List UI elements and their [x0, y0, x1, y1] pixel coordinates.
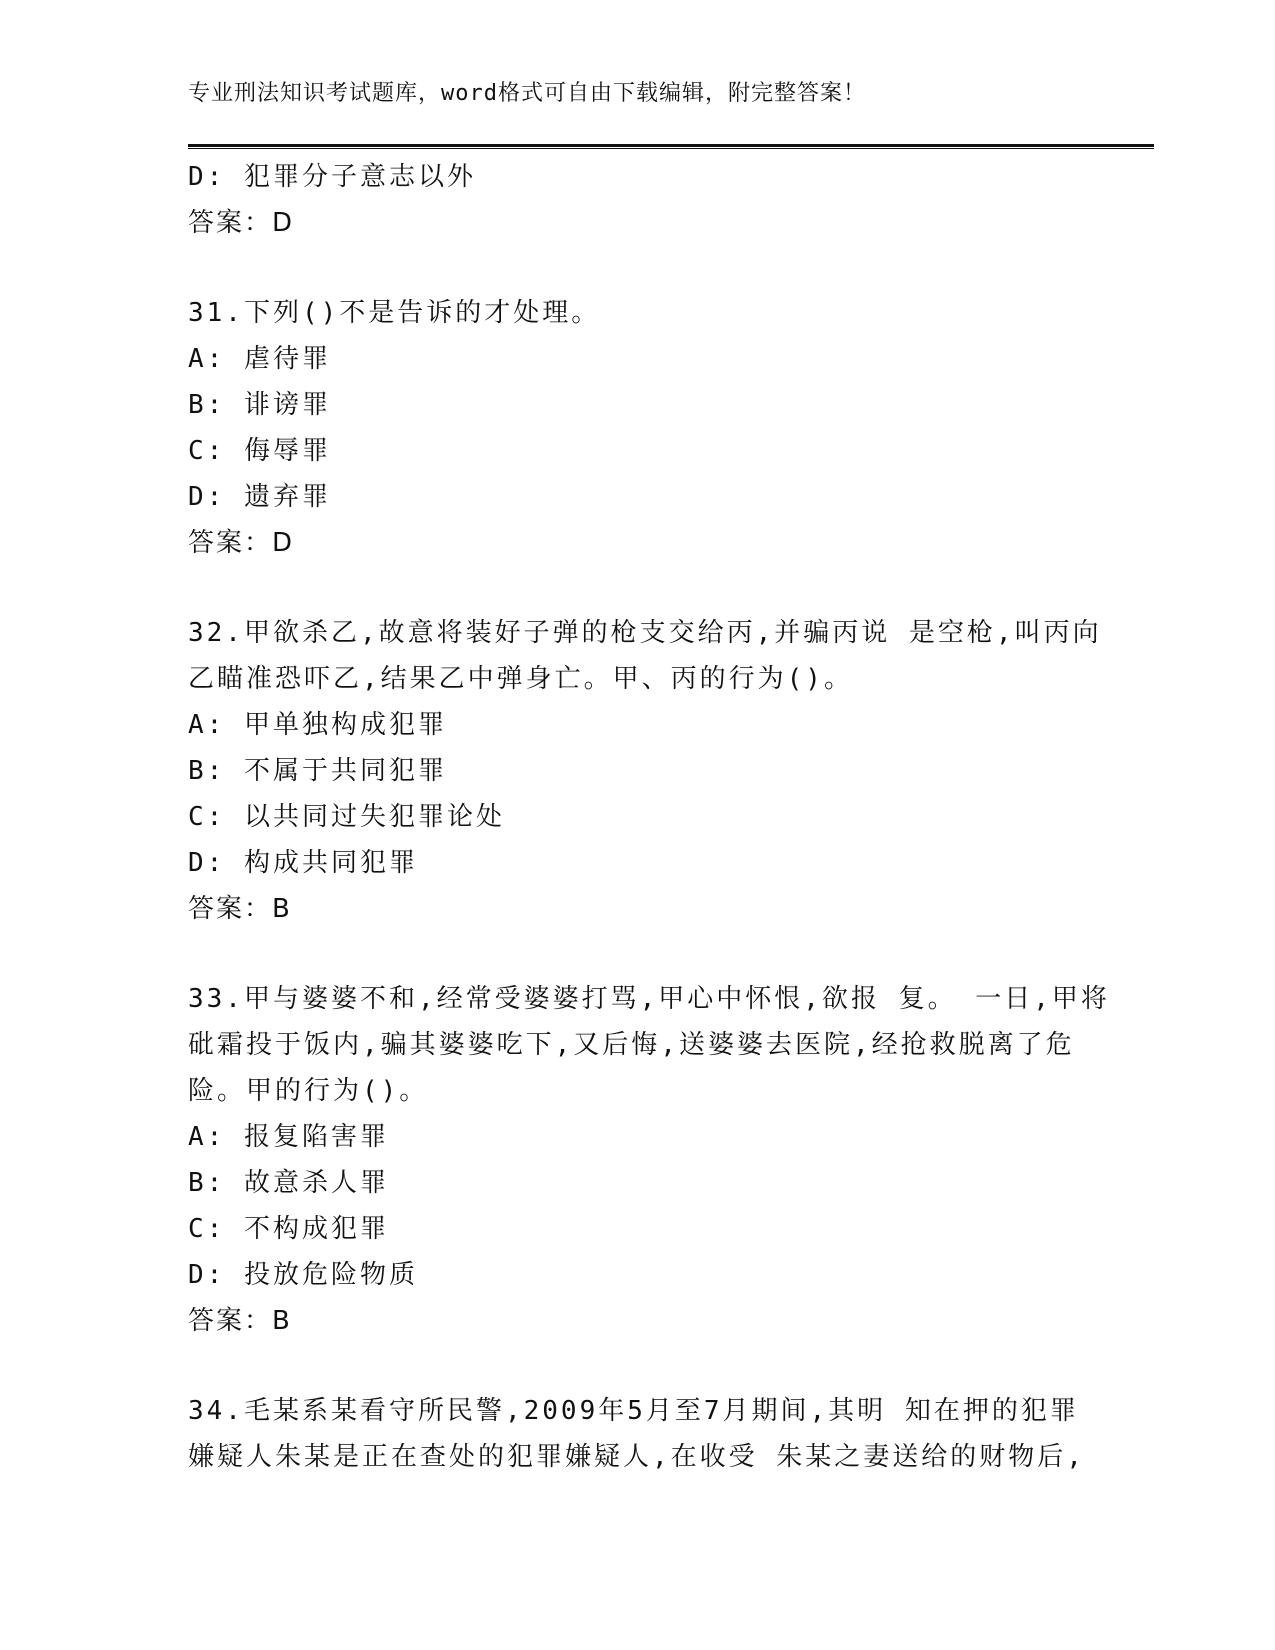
header-divider-thin [188, 148, 1154, 149]
answer-line: 答案：B [188, 1306, 292, 1336]
header-divider-thick [188, 144, 1154, 147]
option-c: C: 侮辱罪 [188, 436, 331, 466]
option-d: D: 犯罪分子意志以外 [188, 162, 476, 192]
question-31 [188, 290, 1088, 566]
answer-line: 答案：D [188, 208, 295, 238]
question-gap [188, 566, 1088, 610]
question-33 [188, 976, 1110, 1344]
option-a: A: 报复陷害罪 [188, 1122, 389, 1152]
answer-line: 答案：B [188, 894, 292, 924]
question-stem-line: 险。甲的行为()。 [188, 1076, 429, 1106]
header-divider [188, 144, 1154, 150]
option-d: D: 投放危险物质 [188, 1260, 418, 1290]
question-30-tail [188, 154, 1088, 246]
option-a: A: 甲单独构成犯罪 [188, 710, 447, 740]
question-list [188, 154, 1110, 1480]
option-d: D: 遗弃罪 [188, 482, 331, 512]
question-stem-line: 34.毛某系某看守所民警,2009年5月至7月期间,其明 知在押的犯罪 [188, 1396, 1079, 1426]
option-a: A: 虐待罪 [188, 344, 331, 374]
option-d: D: 构成共同犯罪 [188, 848, 418, 878]
question-stem-line: 砒霜投于饭内,骗其婆婆吃下,又后悔,送婆婆去医院,经抢救脱离了危 [188, 1030, 1075, 1060]
question-34 [188, 1388, 1088, 1480]
option-b: B: 不属于共同犯罪 [188, 756, 447, 786]
option-b: B: 故意杀人罪 [188, 1168, 389, 1198]
answer-line: 答案：D [188, 528, 295, 558]
question-stem-line: 嫌疑人朱某是正在查处的犯罪嫌疑人,在收受 朱某之妻送给的财物后, [188, 1442, 1085, 1472]
option-c: C: 不构成犯罪 [188, 1214, 389, 1244]
question-stem-line: 乙瞄准恐吓乙,结果乙中弹身亡。甲、丙的行为()。 [188, 664, 853, 694]
question-gap [188, 1344, 1088, 1388]
question-stem: 31.下列()不是告诉的才处理。 [188, 298, 601, 328]
option-b: B: 诽谤罪 [188, 390, 331, 420]
option-c: C: 以共同过失犯罪论处 [188, 802, 505, 832]
question-32 [188, 610, 1102, 932]
page-header-text: 专业刑法知识考试题库，word格式可自由下载编辑，附完整答案！ [188, 81, 866, 106]
question-gap [188, 932, 1088, 976]
question-stem-line: 33.甲与婆婆不和,经常受婆婆打骂,甲心中怀恨,欲报 复。 一日,甲将 [188, 984, 1110, 1014]
question-gap [188, 246, 1088, 290]
question-stem-line: 32.甲欲杀乙,故意将装好子弹的枪支交给丙,并骗丙说 是空枪,叫丙向 [188, 618, 1102, 648]
